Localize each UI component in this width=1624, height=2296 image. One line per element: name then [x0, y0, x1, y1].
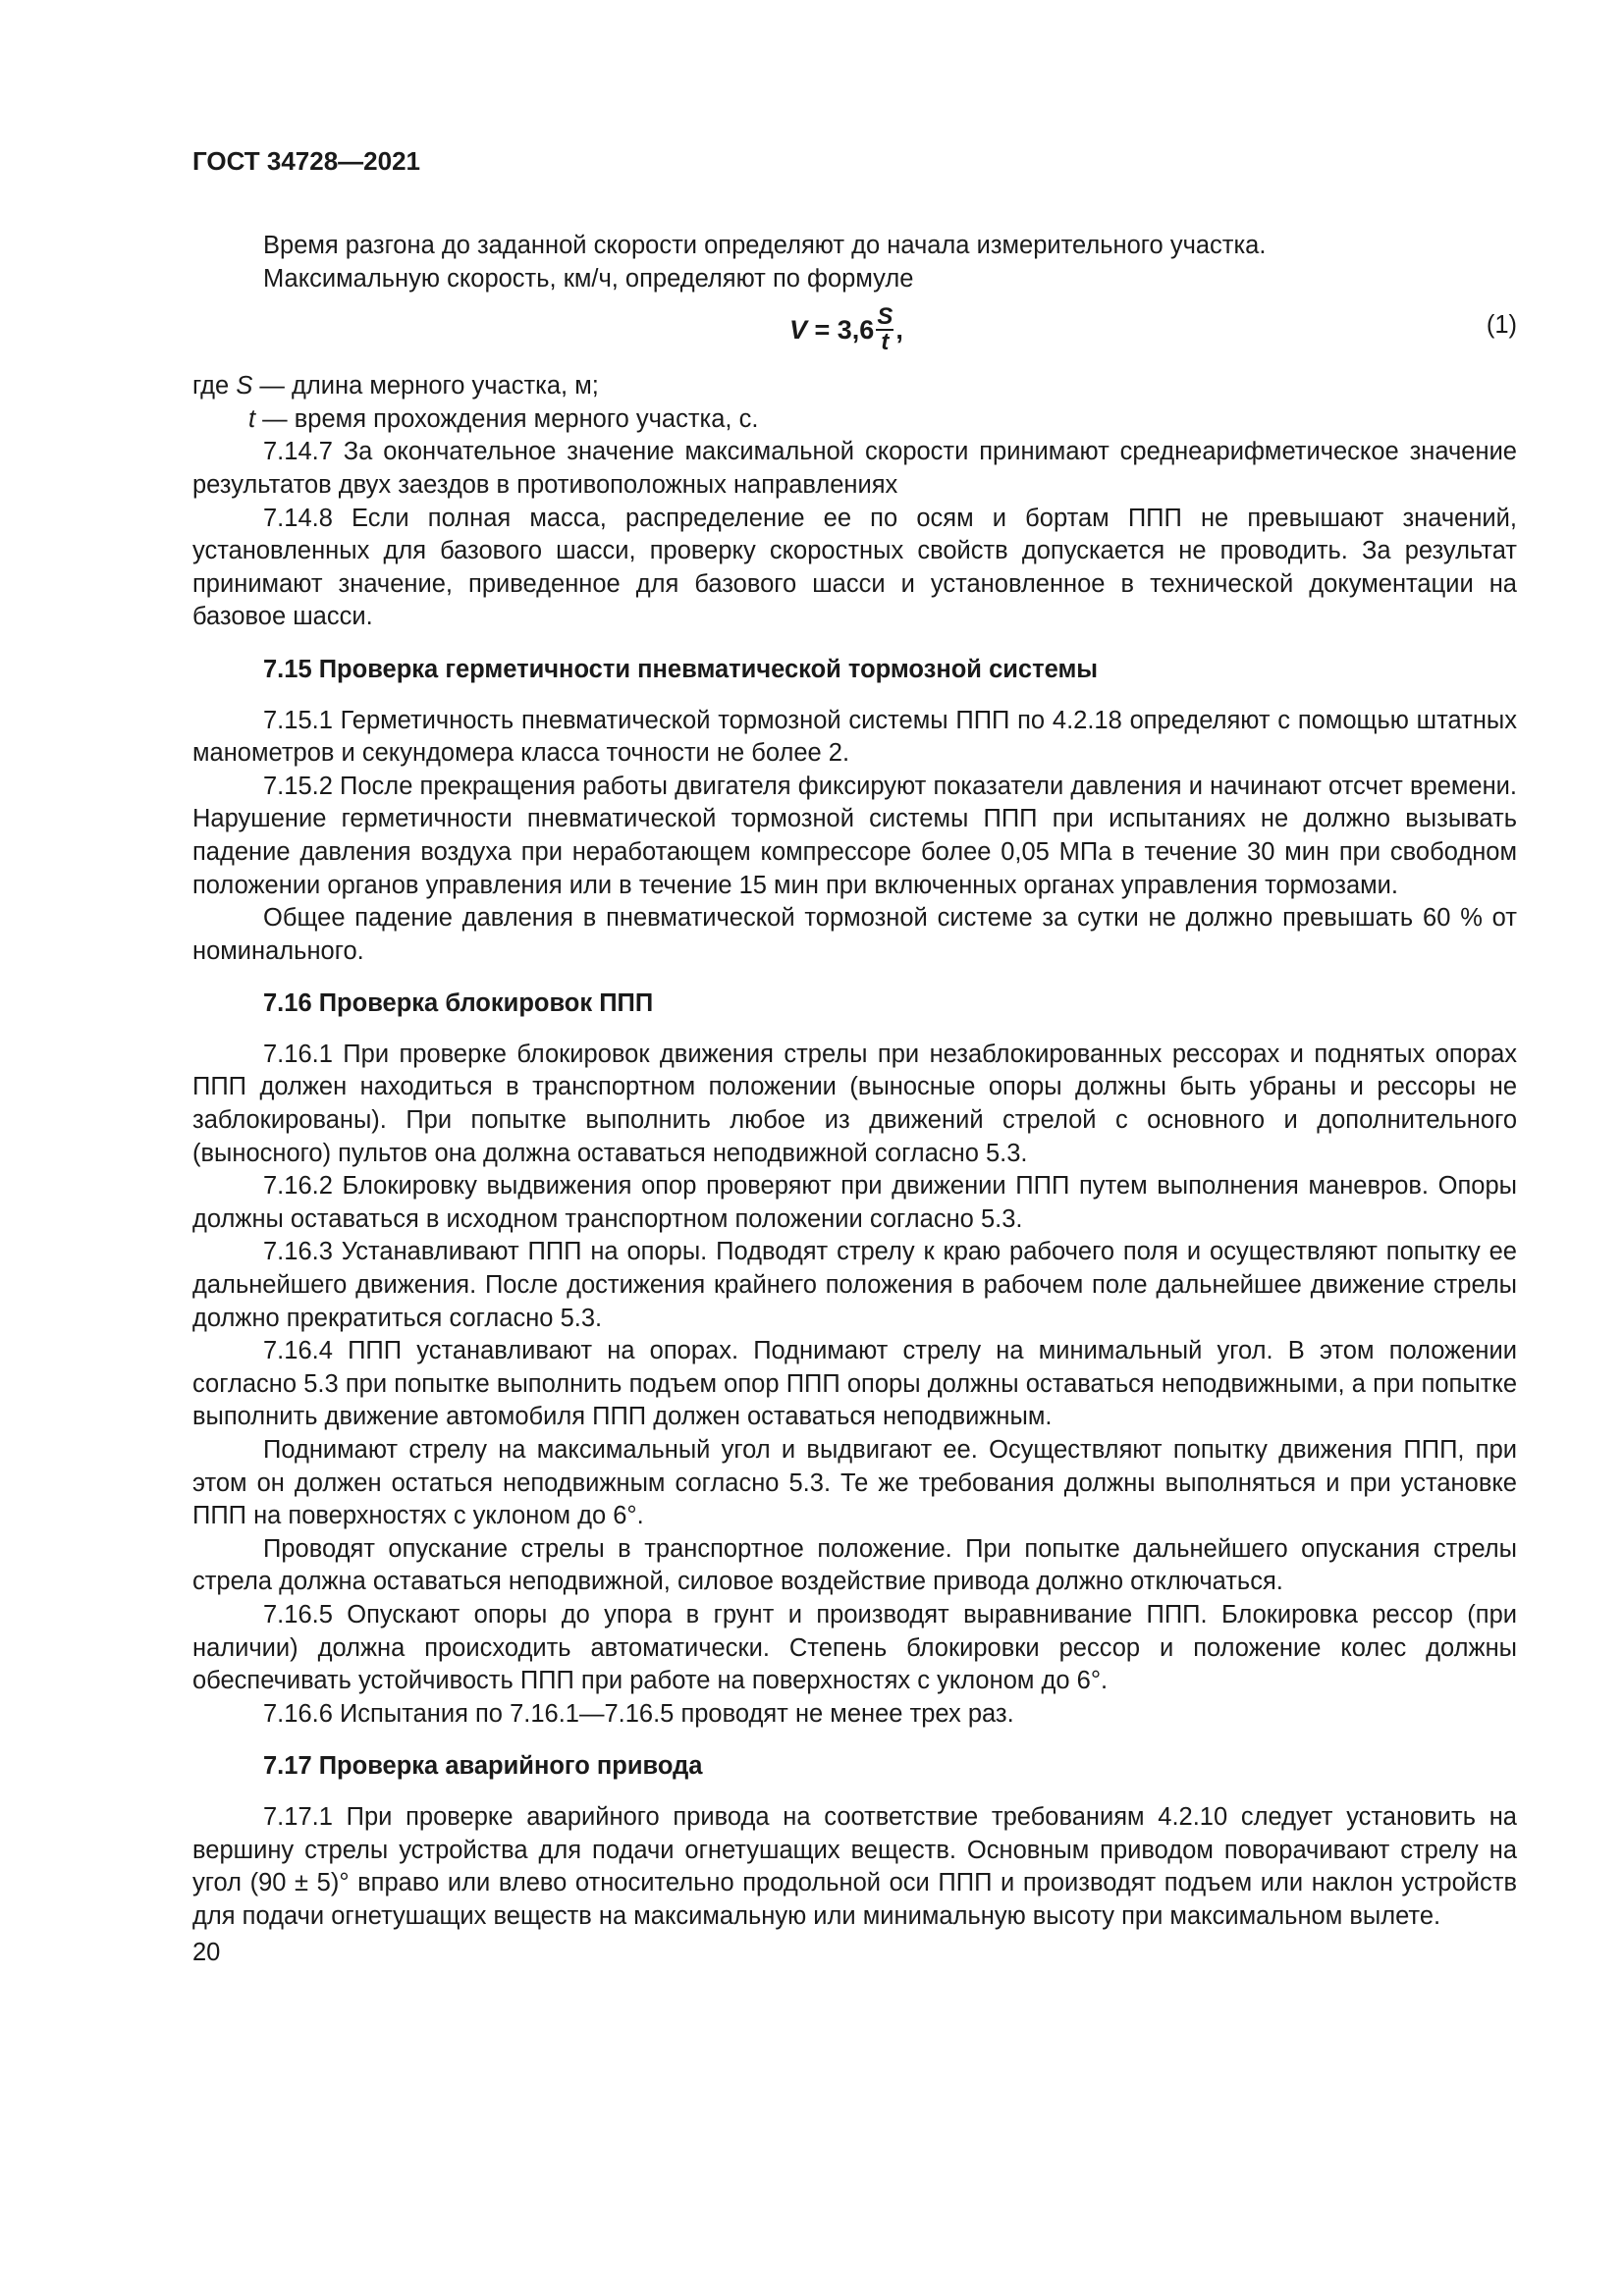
paragraph-7-15-note: Общее падение давления в пневматической тормозной системе за сутки не должно превышать 60 % от номинального.	[192, 904, 1517, 965]
section-title-7-17: 7.17 Проверка аварийного привода	[263, 1752, 703, 1781]
intro-paragraph-1: Время разгона до заданной скорости определяют до начала измерительного участка.	[263, 232, 1267, 259]
legend-text-t: — время прохождения мерного участка, с.	[255, 404, 759, 433]
equation-number: (1)	[1486, 311, 1517, 340]
formula-denominator: t	[881, 329, 890, 356]
formula-fraction	[876, 305, 893, 354]
legend-line-t	[192, 403, 1517, 437]
section-title-7-16: 7.16 Проверка блокировок ППП	[263, 989, 654, 1018]
paragraph-7-16-2: 7.16.2 Блокировку выдвижения опор проверяют при движении ППП путем выполнения маневров. Опоры должны оставаться в исходном транспортном положении согласно 5.3.	[192, 1172, 1517, 1233]
paragraph-7-15-2: 7.15.2 После прекращения работы двигателя фиксируют показатели давления и начинают отсчет времени. Нарушение герметичности пневматической тормозной системы ППП при испытаниях не должно вызывать падение давления воздуха при неработающем компрессоре более 0,05 МПа в течение 30 мин при свободном положении органов управления или в течение 15 мин при включенных органах управления тормозами.	[192, 772, 1517, 899]
paragraph-7-16-4-c: Проводят опускание стрелы в транспортное положение. При попытке дальнейшего опускания стрелы стрела должна оставаться неподвижной, силовое воздействие привода должно отключаться.	[192, 1534, 1517, 1596]
legend-text-s: — длина мерного участка, м;	[252, 372, 599, 400]
page-number: 20	[192, 1939, 221, 1967]
formula-trail: ,	[895, 314, 903, 345]
paragraph-7-16-4-b: Поднимают стрелу на максимальный угол и выдвигают ее. Осуществляют попытку движения ППП, при этом он должен остаться неподвижным согласно 5.3. Те же требования должны выполняться и при установке ППП на поверхностях с уклоном до 6°.	[192, 1436, 1517, 1530]
paragraph-7-16-5: 7.16.5 Опускают опоры до упора в грунт и производят выравнивание ППП. Блокировка рессор (при наличии) должна происходить автоматически. Степень блокировки рессор и положение колес должны обеспечивать устойчивость ППП при работе на поверхностях с уклоном до 6°.	[192, 1600, 1517, 1695]
formula-numerator: S	[877, 303, 893, 331]
paragraph-7-16-3: 7.16.3 Устанавливают ППП на опоры. Подводят стрелу к краю рабочего поля и осуществляют попытку ее дальнейшего движения. После достижения крайнего положения в рабочем поле дальнейшее движение стрелы должно прекратиться согласно 5.3.	[192, 1238, 1517, 1332]
section-title-7-15: 7.15 Проверка герметичности пневматической тормозной системы	[263, 655, 1099, 683]
paragraph-7-14-8: 7.14.8 Если полная масса, распределение ее по осям и бортам ППП не превышают значений, установленных для базового шасси, проверку скоростных свойств допускается не проводить. За результат принимают значение, приведенное для базового шасси и установленное в технической документации на базовое шасси.	[192, 504, 1517, 631]
formula-equals: = 3,6	[807, 314, 875, 345]
document-page	[192, 145, 1517, 1970]
paragraph-7-15-1: 7.15.1 Герметичность пневматической тормозной системы ППП по 4.2.18 определяют с помощью штатных манометров и секундомера класса точности не более 2.	[192, 706, 1517, 768]
intro-paragraph-2: Максимальную скорость, км/ч, определяют по формуле	[263, 264, 914, 293]
paragraph-7-14-7: 7.14.7 За окончательное значение максимальной скорости принимают среднеарифметическое значение результатов двух заездов в противоположных направлениях	[192, 438, 1517, 499]
formula-legend	[192, 370, 1517, 436]
legend-prefix: где	[192, 372, 237, 400]
legend-line-s	[192, 370, 1517, 403]
formula-row	[192, 297, 1517, 362]
legend-var-t: t	[248, 404, 256, 433]
legend-var-s: S	[236, 372, 253, 400]
paragraph-7-17-1: 7.17.1 При проверке аварийного привода на соответствие требованиям 4.2.10 следует установить на вершину стрелы устройства для подачи огнетушащих веществ. Основным приводом поворачивают стрелу на угол (90 ± 5)° вправо или влево относительно продольной оси ППП и производят подъем или наклон устройств для подачи огнетушащих веществ на максимальную или минимальную высоту при максимальном вылете.	[192, 1802, 1517, 1930]
document-code-header: ГОСТ 34728—2021	[192, 146, 420, 176]
speed-formula	[789, 305, 903, 354]
paragraph-7-16-6: 7.16.6 Испытания по 7.16.1—7.16.5 проводят не менее трех раз.	[263, 1699, 1014, 1728]
formula-lhs: V	[789, 314, 808, 345]
paragraph-7-16-4: 7.16.4 ППП устанавливают на опорах. Поднимают стрелу на минимальный угол. В этом положении согласно 5.3 при попытке выполнить подъем опор ППП опоры должны оставаться неподвижными, а при попытке выполнить движение автомобиля ППП должен оставаться неподвижным.	[192, 1337, 1517, 1431]
paragraph-7-16-1: 7.16.1 При проверке блокировок движения стрелы при незаблокированных рессорах и поднятых опорах ППП должен находиться в транспортном положении (выносные опоры должны быть убраны и рессоры не заблокированы). При попытке выполнить любое из движений стрелой с основного и дополнительного (выносного) пультов она должна оставаться неподвижной согласно 5.3.	[192, 1040, 1517, 1167]
